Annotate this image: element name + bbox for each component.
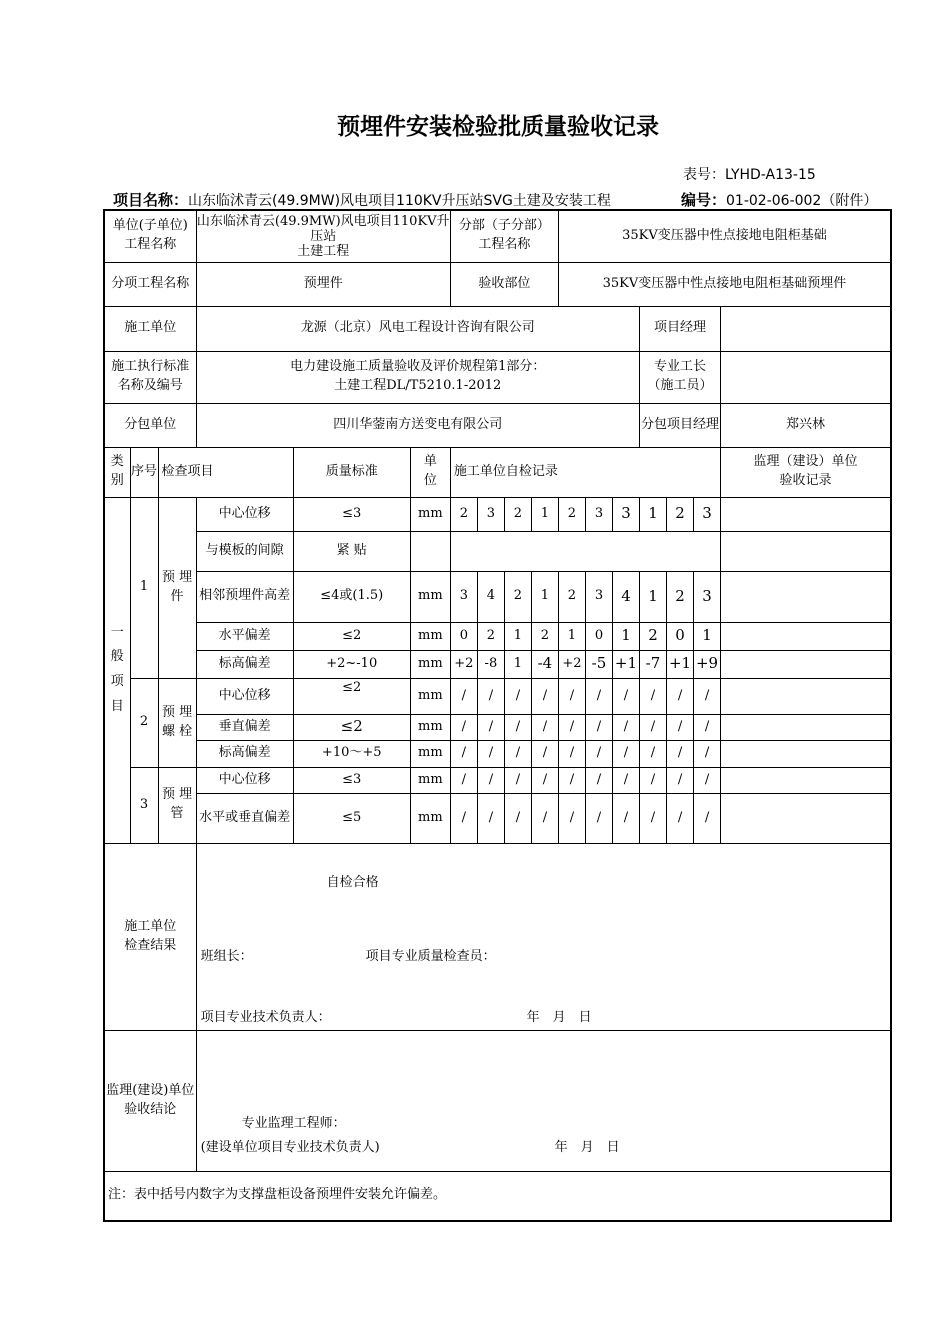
self-check-result: 自检合格	[326, 874, 379, 890]
measured-value: +1	[612, 650, 639, 678]
check-item: 标高偏差	[196, 740, 293, 767]
measured-value: /	[585, 678, 612, 714]
measured-value: 3	[585, 497, 612, 531]
foreman-label: 专业工长 （施工员）	[639, 351, 720, 403]
check-row-3	[104, 622, 891, 650]
measured-value: /	[667, 793, 694, 843]
category-header: 类 别	[104, 447, 130, 497]
measured-value: /	[585, 793, 612, 843]
check-row-6	[104, 714, 891, 740]
measured-value: /	[667, 714, 694, 740]
measured-value: /	[450, 767, 477, 793]
measured-value: /	[694, 714, 721, 740]
measured-value: /	[531, 767, 558, 793]
supervisor-record	[721, 767, 891, 793]
unit: mm	[410, 793, 450, 843]
measured-value: /	[531, 793, 558, 843]
inspection-result-label: 施工单位 检查结果	[104, 843, 196, 1030]
measured-value: 3	[694, 497, 721, 531]
measured-value: /	[694, 740, 721, 767]
measured-value: 0	[667, 622, 694, 650]
measured-value: 1	[558, 622, 585, 650]
quality-standard: ≤5	[293, 793, 410, 843]
measured-value: 0	[450, 622, 477, 650]
standard-value: 电力建设施工质量验收及评价规程第1部分： 土建工程DL/T5210.1-2012	[196, 351, 639, 403]
unit-name-label: 单位(子单位) 工程名称	[104, 210, 196, 262]
category-general: 一般项目	[104, 497, 130, 843]
unit: mm	[410, 622, 450, 650]
header-row-subcontractor	[104, 403, 891, 447]
measured-value: /	[639, 714, 666, 740]
measured-value: 3	[612, 497, 639, 531]
measured-value: 1	[612, 622, 639, 650]
measured-value: +1	[667, 650, 694, 678]
measured-value: /	[477, 740, 504, 767]
serial-number	[681, 189, 877, 210]
measured-value: 1	[639, 497, 666, 531]
measured-value: 2	[504, 497, 531, 531]
measured-value: -4	[531, 650, 558, 678]
measured-value: 4	[477, 571, 504, 622]
foreman-value	[721, 351, 891, 403]
inspection-record-table	[103, 209, 892, 1222]
measured-value: -7	[639, 650, 666, 678]
measured-value: 2	[558, 571, 585, 622]
unit: mm	[410, 714, 450, 740]
measured-value: /	[667, 767, 694, 793]
table-note: 注：表中括号内数字为支撑盘柜设备预埋件安装允许偏差。	[104, 1171, 891, 1221]
note-row	[104, 1171, 891, 1221]
measured-value: /	[558, 793, 585, 843]
supervisor-record-header: 监理（建设）单位 验收记录	[721, 447, 891, 497]
self-check-header: 施工单位自检记录	[450, 447, 720, 497]
check-item: 垂直偏差	[196, 714, 293, 740]
quality-standard: 紧 贴	[293, 531, 410, 571]
supervisor-record	[721, 622, 891, 650]
header-row-unit	[104, 210, 891, 262]
location-value: 35KV变压器中性点接地电阻柜基础预埋件	[558, 262, 891, 306]
acceptance-content	[196, 1030, 891, 1171]
division-name-value: 35KV变压器中性点接地电阻柜基础	[558, 210, 891, 262]
supervisor-record	[721, 571, 891, 622]
check-item: 相邻预埋件高差	[196, 571, 293, 622]
measured-value: /	[612, 678, 639, 714]
check-row-1	[104, 531, 891, 571]
team-leader-label: 班组长：	[200, 948, 253, 964]
measured-value: /	[450, 714, 477, 740]
measured-value: 2	[558, 497, 585, 531]
serial-number-value: 01-02-06-002（附件）	[726, 193, 878, 209]
measured-value: /	[504, 767, 531, 793]
unit-name-value: 山东临沭青云(49.9MW)风电项目110KV升压站 土建工程	[196, 210, 450, 262]
subcontractor-pm-value: 郑兴林	[721, 403, 891, 447]
measured-value: /	[504, 678, 531, 714]
measured-value: 3	[694, 571, 721, 622]
supervisor-record	[721, 497, 891, 531]
quality-standard: ≤2	[293, 622, 410, 650]
unit: mm	[410, 571, 450, 622]
supervisor-record	[721, 531, 891, 571]
unit: mm	[410, 767, 450, 793]
measured-value: 1	[504, 650, 531, 678]
check-item-header: 检查项目	[158, 447, 293, 497]
check-row-5	[104, 678, 891, 714]
form-number: 表号：LYHD-A13-15	[683, 167, 816, 183]
check-row-0	[104, 497, 891, 531]
measured-value: /	[504, 793, 531, 843]
unit-header: 单 位	[410, 447, 450, 497]
project-name	[113, 189, 611, 210]
measured-value: /	[694, 767, 721, 793]
measured-value: /	[612, 793, 639, 843]
group-seq-2: 2	[130, 678, 158, 767]
check-item: 水平偏差	[196, 622, 293, 650]
quality-standard: ≤3	[293, 767, 410, 793]
column-header-row	[104, 447, 891, 497]
unit: mm	[410, 650, 450, 678]
document-title: 预埋件安装检验批质量验收记录	[337, 114, 659, 140]
check-row-8	[104, 767, 891, 793]
header-row-contractor	[104, 306, 891, 351]
measured-values-blank	[450, 531, 720, 571]
measured-value: 3	[477, 497, 504, 531]
check-item: 水平或垂直偏差	[196, 793, 293, 843]
measured-value: /	[585, 714, 612, 740]
quality-inspector-label: 项目专业质量检查员：	[365, 948, 496, 964]
measured-value: 1	[504, 622, 531, 650]
quality-standard: ≤3	[293, 497, 410, 531]
measured-value: /	[667, 740, 694, 767]
measured-value: /	[612, 714, 639, 740]
measured-value: 2	[667, 497, 694, 531]
header-row-standard	[104, 351, 891, 403]
measured-value: /	[612, 740, 639, 767]
measured-value: 4	[612, 571, 639, 622]
serial-number-label: 编号：	[681, 191, 727, 209]
measured-value: 2	[450, 497, 477, 531]
measured-value: 1	[531, 497, 558, 531]
supervisor-record	[721, 678, 891, 714]
unit: mm	[410, 497, 450, 531]
check-item: 中心位移	[196, 767, 293, 793]
measured-value: /	[612, 767, 639, 793]
inspection-result-row	[104, 843, 891, 1030]
project-manager-value	[721, 306, 891, 351]
measured-value: /	[639, 767, 666, 793]
measured-value: /	[558, 714, 585, 740]
measured-value: /	[694, 793, 721, 843]
measured-value: +2	[558, 650, 585, 678]
group-name-2: 预 埋螺 栓	[158, 678, 196, 767]
measured-value: 0	[585, 622, 612, 650]
measured-value: 2	[639, 622, 666, 650]
contractor-label: 施工单位	[104, 306, 196, 351]
measured-value: 2	[667, 571, 694, 622]
measured-value: 2	[504, 571, 531, 622]
acceptance-row	[104, 1030, 891, 1171]
quality-standard: +10～+5	[293, 740, 410, 767]
check-item: 标高偏差	[196, 650, 293, 678]
measured-value: /	[667, 678, 694, 714]
header-row-item	[104, 262, 891, 306]
measured-value: /	[531, 678, 558, 714]
measured-value: /	[477, 678, 504, 714]
measured-value: +9	[694, 650, 721, 678]
owner-tech-lead-label: (建设单位项目专业技术负责人)	[200, 1139, 380, 1155]
measured-value: 3	[450, 571, 477, 622]
seq-header: 序号	[130, 447, 158, 497]
tech-lead-label: 项目专业技术负责人：	[200, 1009, 331, 1025]
quality-standard: ≤4或(1.5)	[293, 571, 410, 622]
measured-value: 1	[694, 622, 721, 650]
acceptance-label: 监理(建设)单位 验收结论	[104, 1030, 196, 1171]
group-seq-1: 1	[130, 497, 158, 678]
division-name-label: 分部（子分部） 工程名称	[450, 210, 558, 262]
supervisor-record	[721, 650, 891, 678]
subcontractor-value: 四川华蓥南方送变电有限公司	[196, 403, 639, 447]
measured-value: -5	[585, 650, 612, 678]
standard-label: 施工执行标准 名称及编号	[104, 351, 196, 403]
measured-value: /	[450, 793, 477, 843]
item-name-label: 分项工程名称	[104, 262, 196, 306]
check-item: 与模板的间隙	[196, 531, 293, 571]
measured-value: /	[639, 678, 666, 714]
measured-value: /	[585, 767, 612, 793]
quality-standard: ≤2	[293, 714, 410, 740]
quality-standard: +2~-10	[293, 650, 410, 678]
measured-value: /	[477, 767, 504, 793]
check-item: 中心位移	[196, 497, 293, 531]
group-name-3: 预 埋管	[158, 767, 196, 843]
measured-value: /	[504, 740, 531, 767]
measured-value: -8	[477, 650, 504, 678]
check-row-2	[104, 571, 891, 622]
measured-value: /	[639, 793, 666, 843]
measured-value: /	[477, 714, 504, 740]
group-seq-3: 3	[130, 767, 158, 843]
measured-value: /	[450, 740, 477, 767]
quality-standard-header: 质量标准	[293, 447, 410, 497]
check-row-9	[104, 793, 891, 843]
check-row-4	[104, 650, 891, 678]
measured-value: 2	[531, 622, 558, 650]
supervisor-record	[721, 793, 891, 843]
measured-value: /	[504, 714, 531, 740]
measured-value: +2	[450, 650, 477, 678]
supervising-engineer-label: 专业监理工程师：	[241, 1115, 346, 1131]
measured-value: /	[531, 714, 558, 740]
check-row-7	[104, 740, 891, 767]
measured-value: /	[558, 740, 585, 767]
measured-value: /	[585, 740, 612, 767]
supervisor-record	[721, 714, 891, 740]
measured-value: /	[558, 767, 585, 793]
measured-value: /	[531, 740, 558, 767]
unit	[410, 531, 450, 571]
measured-value: /	[639, 740, 666, 767]
measured-value: 1	[531, 571, 558, 622]
contractor-value: 龙源（北京）风电工程设计咨询有限公司	[196, 306, 639, 351]
project-name-label: 项目名称：	[113, 191, 189, 209]
measured-value: 1	[639, 571, 666, 622]
acceptance-date: 年 月 日	[554, 1139, 620, 1155]
group-name-1: 预 埋件	[158, 497, 196, 678]
measured-value: 3	[585, 571, 612, 622]
measured-value: 2	[477, 622, 504, 650]
subcontractor-label: 分包单位	[104, 403, 196, 447]
measured-value: /	[694, 678, 721, 714]
check-item: 中心位移	[196, 678, 293, 714]
measured-value: /	[450, 678, 477, 714]
supervisor-record	[721, 740, 891, 767]
item-name-value: 预埋件	[196, 262, 450, 306]
measured-value: /	[477, 793, 504, 843]
inspection-date: 年 月 日	[526, 1009, 592, 1025]
project-manager-label: 项目经理	[639, 306, 720, 351]
inspection-result-content	[196, 843, 891, 1030]
project-name-value: 山东临沭青云(49.9MW)风电项目110KV升压站SVG土建及安装工程	[188, 193, 611, 209]
location-label: 验收部位	[450, 262, 558, 306]
measured-value: /	[558, 678, 585, 714]
quality-standard: ≤2	[293, 678, 410, 714]
unit: mm	[410, 678, 450, 714]
subcontractor-pm-label: 分包项目经理	[639, 403, 720, 447]
unit: mm	[410, 740, 450, 767]
